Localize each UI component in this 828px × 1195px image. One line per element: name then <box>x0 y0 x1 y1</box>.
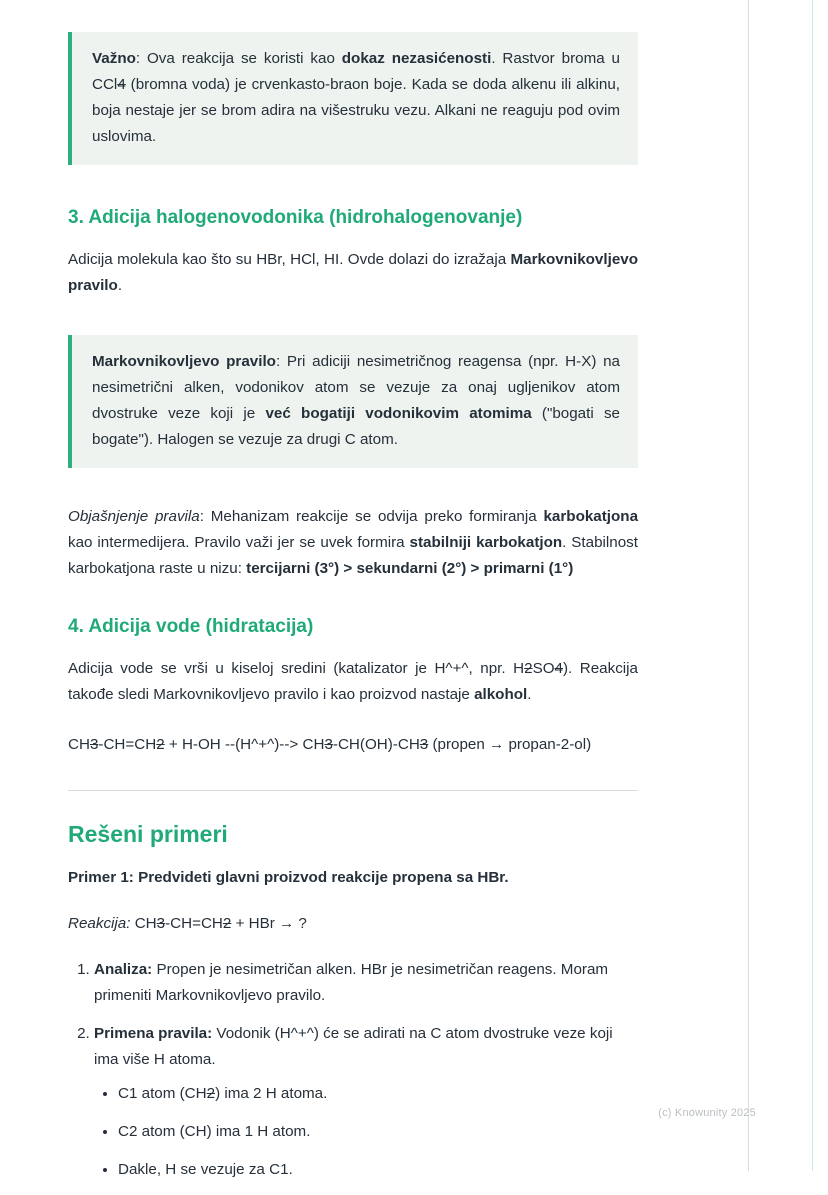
callout-markovnikov-body: : Pri adiciji nesimetričnog reagensa (npr. H-X) na nesimetrični alken, vodonikov atom se vezuje za onaj ugljenikov atom dvostruke veze koji je već bogatiji vodonikovim atomima ("bogati se bogate"). Halogen se vezuje za drugi C atom. <box>92 353 620 448</box>
example-1-substeps <box>94 1081 638 1183</box>
example-1-steps <box>68 957 638 1183</box>
list-item <box>94 957 638 1009</box>
equation-hydration: CH3-CH=CH2 + H-OH --(H^+^)--> CH3-CH(OH)-CH3 (propen → propan-2-ol) <box>68 736 592 753</box>
step-2-label: Primena pravila: <box>94 1025 213 1042</box>
heading-section-3: 3. Adicija halogenovodonika (hidrohalogenovanje) <box>68 207 523 228</box>
heading-section-4: 4. Adicija vode (hidratacija) <box>68 616 314 637</box>
list-item <box>94 1021 638 1183</box>
callout-vazno-text <box>92 46 620 150</box>
paragraph-section-3-bold: Markovnikovljevo pravilo <box>68 251 638 294</box>
watermark: (c) Knowunity 2025 <box>658 1107 756 1119</box>
example-1-title: Primer 1: Predvideti glavni proizvod reakcije propena sa HBr. <box>68 869 509 886</box>
step-1-text: Propen je nesimetričan alken. HBr je nesimetričan reagens. Moram primeniti Markovnikovljevo pravilo. <box>94 961 609 1004</box>
step-2-text: Vodonik (H^+^) će se adirati na C atom dvostruke veze koji ima više H atoma. <box>94 1025 613 1068</box>
list-item: • C2 atom (CH) ima 1 H atom. <box>118 1119 638 1145</box>
callout-vazno-body: : Ova reakcija se koristi kao dokaz nezasićenosti. Rastvor broma u CCl4 (bromna voda) je crvenkasto-braon boje. Kada se doda alkenu ili alkinu, boja nestaje jer se brom adira na višestruku vezu. Alkani ne reaguju pod ovim uslovima. <box>92 50 620 145</box>
step-1-label: Analiza: <box>94 961 153 978</box>
list-item: • Dakle, H se vezuje za C1. <box>118 1157 638 1183</box>
example-1-reaction-label: Reakcija: <box>68 915 131 932</box>
list-item: • C1 atom (CH2) ima 2 H atoma. <box>118 1081 638 1107</box>
callout-vazno-label: Važno <box>92 50 136 67</box>
paragraph-section-3: Adicija molekula kao što su HBr, HCl, HI. Ovde dolazi do izražaja Markovnikovljevo pravilo. <box>68 251 638 294</box>
paragraph-section-4: Adicija vode se vrši u kiseloj sredini (katalizator je H^+^, npr. H2SO4). Reakcija takođe sledi Markovnikovljevo pravilo i kao proizvod nastaje alkohol. <box>68 660 639 703</box>
paragraph-section-4-bold: alkohol <box>474 686 528 703</box>
paragraph-explanation-lead: Objašnjenje pravila <box>68 508 200 525</box>
callout-markovnikov-label: Markovnikovljevo pravilo <box>92 353 276 370</box>
callout-markovnikov <box>68 335 638 468</box>
callout-markovnikov-text <box>92 349 620 453</box>
example-1-reaction: Reakcija: CH3-CH=CH2 + HBr → ? <box>68 915 307 932</box>
paragraph-explanation: Objašnjenje pravila: Mehanizam reakcije se odvija preko formiranja karbokatjona kao intermedijera. Pravilo važi jer se uvek formira stabilniji karbokatjon. Stabilnost karbokatjona raste u nizu: tercijarni (3°) > sekundarni (2°) > primarni (1°) <box>68 508 639 577</box>
document-content <box>68 0 638 1195</box>
callout-vazno <box>68 32 638 165</box>
page-edge-line-left <box>748 0 749 1171</box>
page-edge-line-right <box>812 0 813 1171</box>
heading-solved-examples: Rešeni primeri <box>68 821 228 847</box>
